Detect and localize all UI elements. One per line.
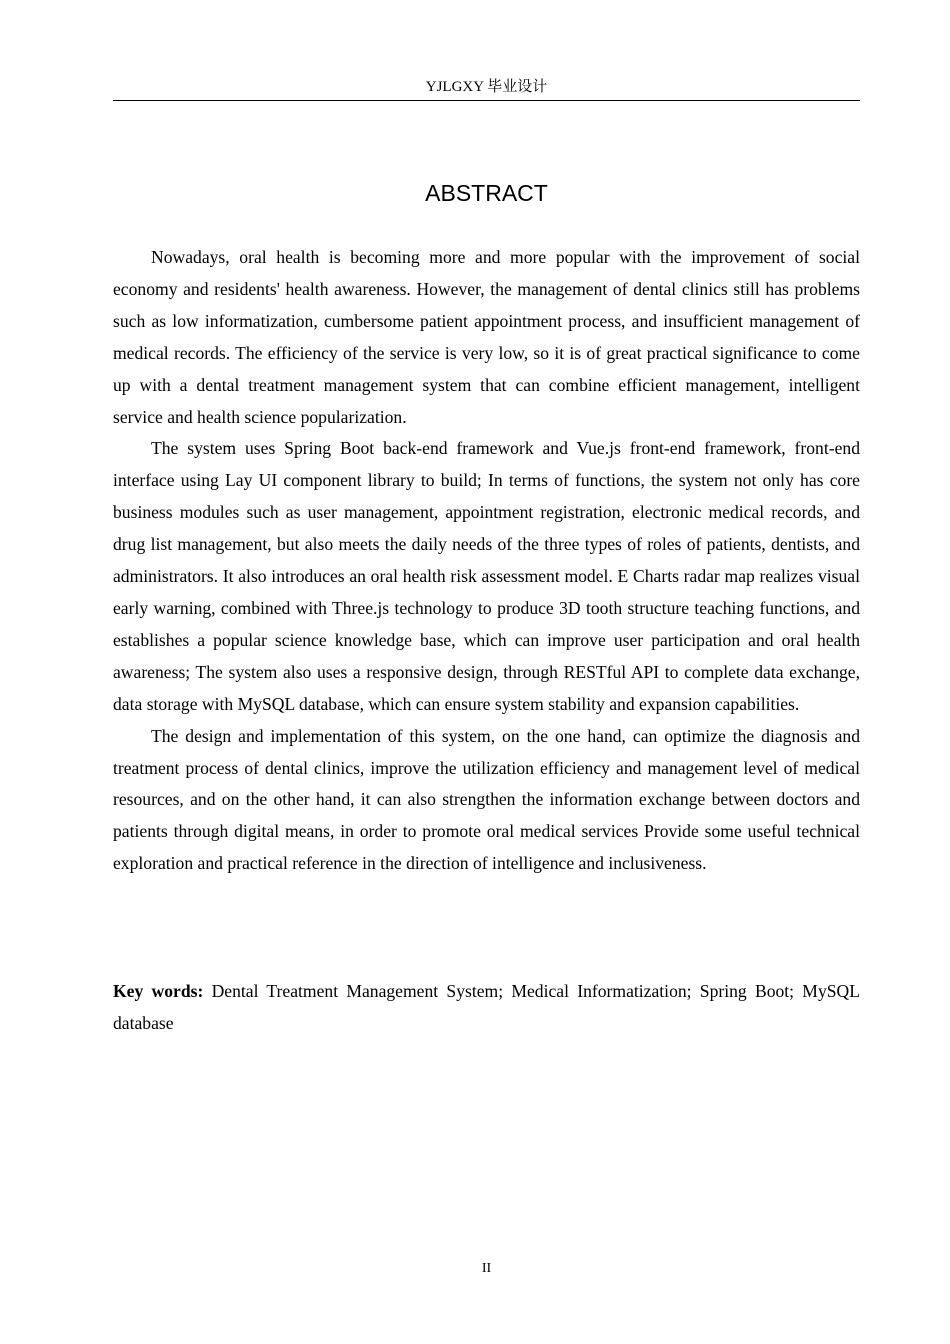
abstract-body (113, 242, 860, 880)
keywords-line (113, 976, 860, 1040)
keywords-label: Key words: (113, 981, 204, 1001)
abstract-paragraph-3: The design and implementation of this system, on the one hand, can optimize the diagnosis and treatment process of dental clinics, improve the utilization efficiency and management level of medical resources, and on the other hand, it can also strengthen the information exchange between doctors and patients through digital means, in order to promote oral medical services Provide some useful technical exploration and practical reference in the direction of intelligence and inclusiveness. (113, 725, 860, 874)
keywords-text: Dental Treatment Management System; Medical Informatization; Spring Boot; MySQL database (113, 981, 860, 1033)
abstract-paragraph-1: Nowadays, oral health is becoming more and more popular with the improvement of social economy and residents' health awareness. However, the management of dental clinics still has problems such as low informatization, cumbersome patient appointment process, and insufficient management of medical records. The efficiency of the service is very low, so it is of great practical significance to come up with a dental treatment management system that can combine efficient management, intelligent service and health science popularization. (113, 247, 860, 427)
abstract-title: ABSTRACT (425, 180, 548, 206)
abstract-paragraph-2: The system uses Spring Boot back-end framework and Vue.js front-end framework, front-end interface using Lay UI component library to build; In terms of functions, the system not only has core business modules such as user management, appointment registration, electronic medical records, and drug list management, but also meets the daily needs of the three types of roles of patients, dentists, and administrators. It also introduces an oral health risk assessment model. E Charts radar map realizes visual early warning, combined with Three.js technology to produce 3D tooth structure teaching functions, and establishes a popular science knowledge base, which can improve user participation and oral health awareness; The system also uses a responsive design, through RESTful API to complete data exchange, data storage with MySQL database, which can ensure system stability and expansion capabilities. (113, 438, 860, 714)
header-text: YJLGXY 毕业设计 (425, 79, 548, 95)
page-number: II (481, 1261, 492, 1276)
page-header (113, 76, 860, 101)
